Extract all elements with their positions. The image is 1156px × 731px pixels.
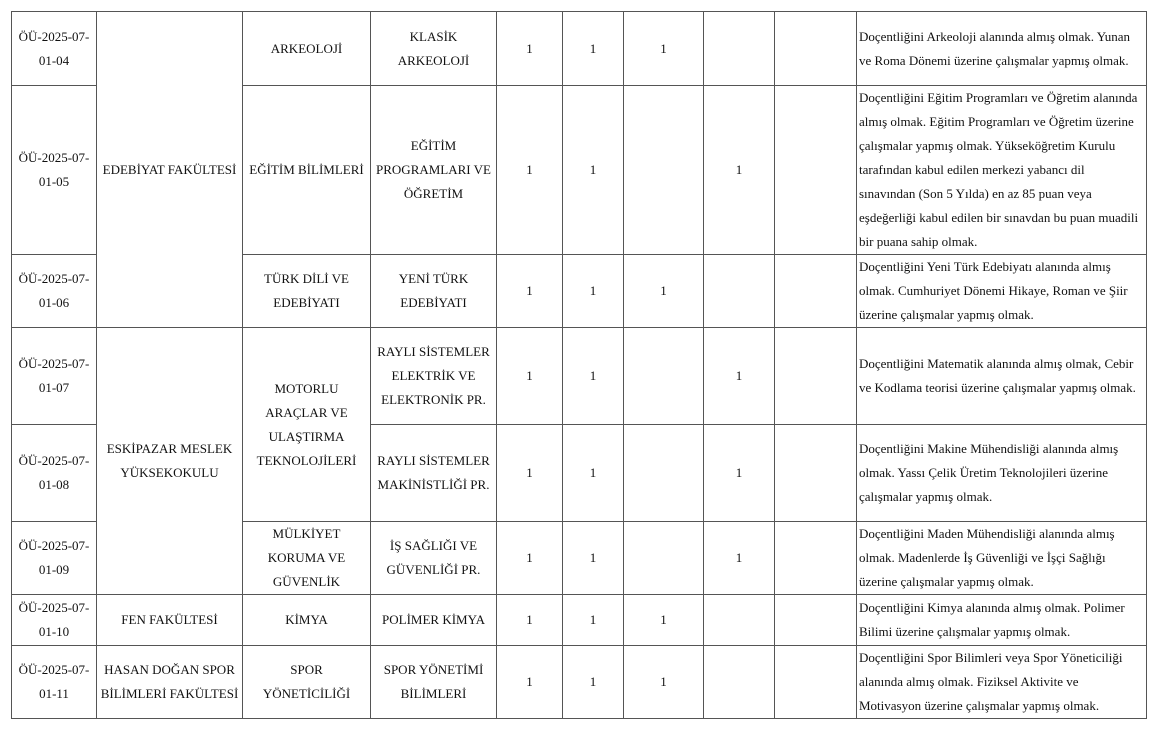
post-code: ÖÜ-2025-07- 01-09 — [12, 522, 97, 595]
table-row — [12, 328, 1147, 425]
count-cell — [775, 328, 857, 425]
count-cell — [704, 12, 775, 86]
program-cell: RAYLI SİSTEMLER ELEKTRİK VE ELEKTRONİK PR. — [371, 328, 497, 425]
count-cell: 1 — [497, 255, 563, 328]
faculty-cell: ESKİPAZAR MESLEK YÜKSEKOKULU — [97, 328, 243, 595]
faculty-cell: FEN FAKÜLTESİ — [97, 595, 243, 646]
count-cell: 1 — [563, 595, 624, 646]
requirements-cell: Doçentliğini Makine Mühendisliği alanında almış olmak. Yassı Çelik Üretim Teknolojileri üzerine çalışmalar yapmış olmak. — [857, 425, 1147, 522]
department-cell: KİMYA — [243, 595, 371, 646]
count-cell: 1 — [497, 12, 563, 86]
count-cell — [775, 86, 857, 255]
count-cell: 1 — [497, 646, 563, 719]
program-cell: POLİMER KİMYA — [371, 595, 497, 646]
requirements-cell: Doçentliğini Maden Mühendisliği alanında almış olmak. Madenlerde İş Güvenliği ve İşçi Sağlığı üzerine çalışmalar yapmış olmak. — [857, 522, 1147, 595]
department-cell: TÜRK DİLİ VE EDEBİYATI — [243, 255, 371, 328]
post-code: ÖÜ-2025-07- 01-05 — [12, 86, 97, 255]
count-cell: 1 — [624, 12, 704, 86]
post-code: ÖÜ-2025-07- 01-11 — [12, 646, 97, 719]
requirements-cell: Doçentliğini Eğitim Programları ve Öğretim alanında almış olmak. Eğitim Programları ve Öğretim üzerine çalışmalar yapmış olmak. Yükseköğretim Kurulu tarafından kabul edilen merkezi yabancı dil sınavından (Son 5 Yılda) en az 85 puan veya eşdeğerliği kabul edilen bir sınavdan bu puan muadili bir puana sahip olmak. — [857, 86, 1147, 255]
count-cell: 1 — [563, 646, 624, 719]
count-cell: 1 — [563, 328, 624, 425]
program-cell: KLASİK ARKEOLOJİ — [371, 12, 497, 86]
department-cell: ARKEOLOJİ — [243, 12, 371, 86]
count-cell — [624, 522, 704, 595]
count-cell: 1 — [563, 425, 624, 522]
requirements-cell: Doçentliğini Spor Bilimleri veya Spor Yöneticiliği alanında almış olmak. Fiziksel Aktivite ve Motivasyon üzerine çalışmalar yapmış olmak. — [857, 646, 1147, 719]
count-cell — [775, 522, 857, 595]
count-cell — [775, 425, 857, 522]
department-cell: SPOR YÖNETİCİLİĞİ — [243, 646, 371, 719]
count-cell — [775, 595, 857, 646]
requirements-cell: Doçentliğini Yeni Türk Edebiyatı alanında almış olmak. Cumhuriyet Dönemi Hikaye, Roman ve Şiir üzerine çalışmalar yapmış olmak. — [857, 255, 1147, 328]
count-cell — [775, 646, 857, 719]
count-cell: 1 — [563, 255, 624, 328]
count-cell: 1 — [624, 595, 704, 646]
faculty-cell: EDEBİYAT FAKÜLTESİ — [97, 12, 243, 328]
count-cell: 1 — [563, 12, 624, 86]
department-cell: MOTORLU ARAÇLAR VE ULAŞTIRMA TEKNOLOJİLERİ — [243, 328, 371, 522]
count-cell — [704, 595, 775, 646]
count-cell: 1 — [563, 522, 624, 595]
count-cell: 1 — [497, 425, 563, 522]
requirements-cell: Doçentliğini Matematik alanında almış olmak, Cebir ve Kodlama teorisi üzerine çalışmalar yapmış olmak. — [857, 328, 1147, 425]
program-cell: RAYLI SİSTEMLER MAKİNİSTLİĞİ PR. — [371, 425, 497, 522]
program-cell: SPOR YÖNETİMİ BİLİMLERİ — [371, 646, 497, 719]
count-cell: 1 — [624, 646, 704, 719]
table-row — [12, 12, 1147, 86]
table-row — [12, 646, 1147, 719]
count-cell: 1 — [563, 86, 624, 255]
count-cell: 1 — [704, 425, 775, 522]
post-code: ÖÜ-2025-07- 01-06 — [12, 255, 97, 328]
faculty-cell: HASAN DOĞAN SPOR BİLİMLERİ FAKÜLTESİ — [97, 646, 243, 719]
table-row — [12, 595, 1147, 646]
count-cell: 1 — [624, 255, 704, 328]
post-code: ÖÜ-2025-07- 01-04 — [12, 12, 97, 86]
count-cell: 1 — [497, 595, 563, 646]
count-cell — [775, 12, 857, 86]
count-cell — [704, 646, 775, 719]
post-code: ÖÜ-2025-07- 01-07 — [12, 328, 97, 425]
count-cell: 1 — [497, 86, 563, 255]
program-cell: YENİ TÜRK EDEBİYATI — [371, 255, 497, 328]
program-cell: İŞ SAĞLIĞI VE GÜVENLİĞİ PR. — [371, 522, 497, 595]
count-cell — [624, 86, 704, 255]
department-cell: MÜLKİYET KORUMA VE GÜVENLİK — [243, 522, 371, 595]
count-cell — [624, 328, 704, 425]
requirements-cell: Doçentliğini Arkeoloji alanında almış olmak. Yunan ve Roma Dönemi üzerine çalışmalar yapmış olmak. — [857, 12, 1147, 86]
count-cell: 1 — [704, 328, 775, 425]
count-cell: 1 — [497, 522, 563, 595]
program-cell: EĞİTİM PROGRAMLARI VE ÖĞRETİM — [371, 86, 497, 255]
count-cell: 1 — [497, 328, 563, 425]
positions-table — [11, 11, 1147, 719]
count-cell: 1 — [704, 86, 775, 255]
count-cell — [704, 255, 775, 328]
requirements-cell: Doçentliğini Kimya alanında almış olmak. Polimer Bilimi üzerine çalışmalar yapmış olmak. — [857, 595, 1147, 646]
post-code: ÖÜ-2025-07- 01-08 — [12, 425, 97, 522]
post-code: ÖÜ-2025-07- 01-10 — [12, 595, 97, 646]
department-cell: EĞİTİM BİLİMLERİ — [243, 86, 371, 255]
count-cell — [624, 425, 704, 522]
count-cell — [775, 255, 857, 328]
count-cell: 1 — [704, 522, 775, 595]
